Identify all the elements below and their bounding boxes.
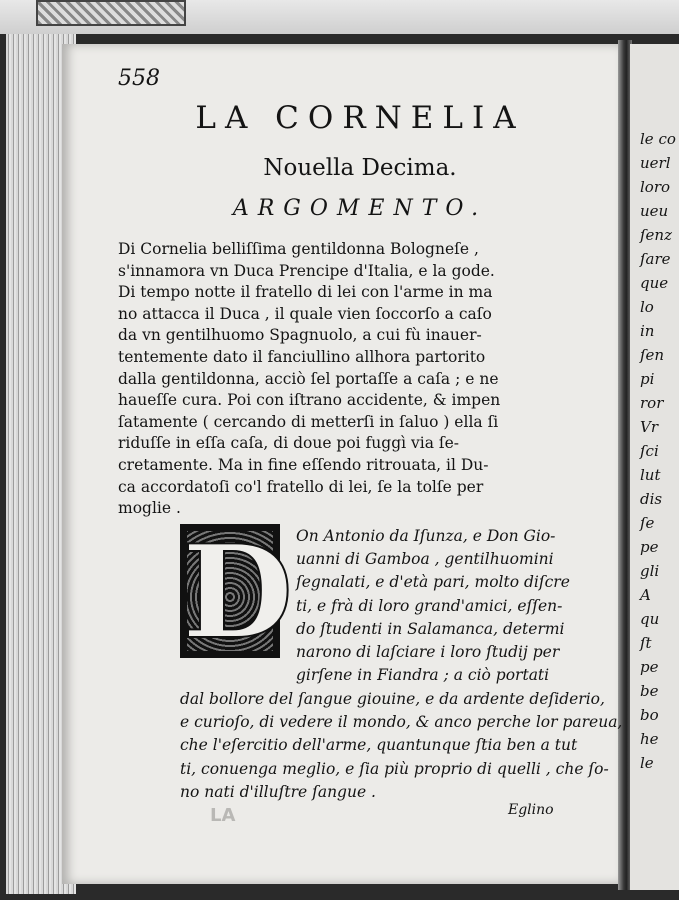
ornament-fragment	[36, 0, 186, 26]
adjacent-page	[630, 44, 679, 890]
adjacent-page-fragment: lo	[640, 298, 654, 316]
story-line: girſene in Fiandra ; a ciò portati	[296, 666, 550, 685]
argomento-line: Di Cornelia belliſſima gentildonna Bologneſe ,	[118, 240, 479, 258]
adjacent-page-fragment: ſt	[640, 634, 652, 652]
story-line: do ſtudenti in Salamanca, determi	[296, 619, 565, 638]
adjacent-page-fragment: ſenz	[640, 226, 672, 244]
argomento-line: riduſſe in eſſa caſa, di doue poi fuggì via ſe-	[118, 434, 460, 453]
drop-cap-ornament	[180, 518, 293, 668]
argomento-line: da vn gentilhuomo Spagnuolo, a cui fù inauer-	[118, 326, 482, 345]
adjacent-page-fragment: lut	[640, 466, 661, 484]
adjacent-page-fragment: gli	[640, 562, 660, 580]
adjacent-page-fragment: ſen	[640, 346, 665, 364]
adjacent-page-fragment: A	[640, 586, 651, 604]
story-line: uanni di Gamboa , gentilhuomini	[296, 550, 554, 569]
adjacent-page-fragment: dis	[640, 490, 663, 508]
adjacent-page-fragment: le	[640, 754, 654, 772]
adjacent-page-fragment: le co	[640, 130, 676, 148]
adjacent-page-fragment: que	[640, 274, 669, 292]
argomento-line: tentemente dato il fanciullino allhora partorito	[118, 348, 486, 366]
adjacent-page-fragment: pi	[640, 370, 655, 388]
chapter-title: LA CORNELIA	[195, 100, 525, 136]
story-line: che l'eſercitio dell'arme, quantunque ſtia ben a tut	[180, 736, 578, 755]
argomento-line: no attacca il Duca , il quale vien ſoccorſo a caſo	[118, 304, 492, 323]
adjacent-page-fragment: pe	[640, 538, 659, 556]
adjacent-page-fragment: bo	[640, 706, 659, 724]
story-line: dal bollore del ſangue giouine, e da ardente deſiderio,	[180, 690, 605, 708]
argomento-line: s'innamora vn Duca Prencipe d'Italia, e la gode.	[118, 261, 495, 280]
adjacent-page-fragment: loro	[640, 178, 671, 196]
story-line: On Antonio da Iſunza, e Don Gio-	[296, 527, 556, 545]
argomento-heading: ARGOMENTO.	[232, 196, 488, 221]
adjacent-page-fragment: be	[640, 682, 659, 700]
story-line: e curioſo, di vedere il mondo, & anco perche lor pareua,	[180, 713, 623, 732]
adjacent-page-fragment: in	[640, 322, 655, 340]
story-line: narono di laſciare i loro ſtudij per	[296, 643, 560, 661]
argomento-line: moglie .	[118, 499, 181, 518]
adjacent-page-fragment: ror	[640, 394, 664, 412]
argomento-line: cretamente. Ma in fine eſſendo ritrouata, il Du-	[118, 456, 489, 474]
adjacent-page-fragment: he	[640, 730, 659, 748]
story-line: ti, conuenga meglio, e ſia più proprio di quelli , che ſo-	[180, 759, 609, 778]
adjacent-page-fragment: Vr	[640, 418, 659, 436]
adjacent-page-fragment: uerl	[640, 154, 671, 172]
catchword: Eglino	[508, 802, 554, 818]
adjacent-page-fragment: ſe	[640, 514, 655, 532]
argomento-line: dalla gentildonna, acciò ſel portaſſe a caſa ; e ne	[118, 369, 499, 388]
adjacent-page-fragment: pe	[640, 658, 659, 676]
page-number: 558	[118, 66, 160, 91]
story-line: no nati d'illuſtre ſangue .	[180, 782, 376, 801]
argomento-line: ca accordatoſi co'l fratello di lei, ſe la tolſe per	[118, 477, 484, 496]
argomento-line: Di tempo notte il fratello di lei con l'arme in ma	[118, 283, 493, 302]
top-page-strip	[0, 0, 679, 34]
story-line: ti, e frà di loro grand'amici, eſſen-	[296, 596, 563, 615]
argomento-line: haueſſe cura. Poi con iſtrano accidente, & impen	[118, 391, 501, 410]
faded-stamp: LA	[210, 805, 236, 826]
adjacent-page-fragment: ueu	[640, 202, 669, 220]
adjacent-page-fragment: qu	[640, 610, 660, 628]
adjacent-page-fragment: ſci	[640, 442, 659, 460]
drop-cap-letter: D	[182, 518, 293, 668]
argomento-line: ſatamente ( cercando di metterſi in ſaluo ) ella ſi	[118, 412, 499, 431]
adjacent-page-fragment: ſare	[640, 250, 671, 268]
story-line: ſegnalati, e d'età pari, molto diſcre	[296, 573, 570, 592]
chapter-subtitle: Nouella Decima.	[263, 155, 457, 181]
